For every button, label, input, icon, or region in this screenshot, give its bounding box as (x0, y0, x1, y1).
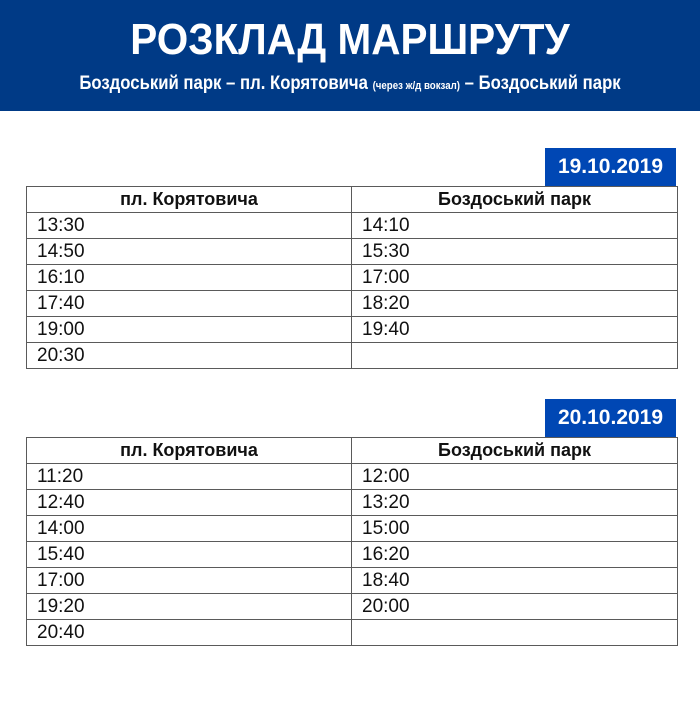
departure-time: 17:00 (27, 568, 352, 594)
departure-time: 18:40 (352, 568, 678, 594)
departure-time: 15:30 (352, 239, 678, 265)
departure-time: 15:40 (27, 542, 352, 568)
table-row (27, 620, 678, 646)
table-row (27, 516, 678, 542)
table-row (27, 265, 678, 291)
departure-time: 15:00 (352, 516, 678, 542)
header-banner (0, 0, 700, 111)
table-row (27, 291, 678, 317)
route-part-1: Боздоський парк – пл. Корятовича (79, 73, 368, 94)
departure-time: 12:40 (27, 490, 352, 516)
departure-time: 17:40 (27, 291, 352, 317)
table-header-row (27, 187, 678, 213)
departure-time: 20:40 (27, 620, 352, 646)
departure-time: 16:20 (352, 542, 678, 568)
departure-time: 20:30 (27, 343, 352, 369)
date-badge-1: 19.10.2019 (545, 148, 676, 186)
table-row (27, 317, 678, 343)
departure-time: 16:10 (27, 265, 352, 291)
column-header-from: пл. Корятовича (27, 187, 352, 213)
table-row (27, 542, 678, 568)
departure-time (352, 343, 678, 369)
schedule-table-1 (26, 186, 678, 369)
departure-time: 12:00 (352, 464, 678, 490)
table-row (27, 343, 678, 369)
departure-time: 11:20 (27, 464, 352, 490)
departure-time: 14:00 (27, 516, 352, 542)
column-header-to: Боздоський парк (352, 438, 678, 464)
departure-time: 19:20 (27, 594, 352, 620)
date-badge-2: 20.10.2019 (545, 399, 676, 437)
table-row (27, 594, 678, 620)
page-title: РОЗКЛАД МАРШРУТУ (130, 15, 570, 64)
departure-time: 20:00 (352, 594, 678, 620)
route-part-2: – Боздоський парк (464, 73, 621, 94)
table-row (27, 239, 678, 265)
table-header-row (27, 438, 678, 464)
table-row (27, 464, 678, 490)
table-row (27, 568, 678, 594)
route-description (42, 72, 658, 98)
schedule-table-2 (26, 437, 678, 646)
departure-time: 19:40 (352, 317, 678, 343)
departure-time: 18:20 (352, 291, 678, 317)
departure-time: 14:50 (27, 239, 352, 265)
departure-time: 17:00 (352, 265, 678, 291)
column-header-to: Боздоський парк (352, 187, 678, 213)
table-row (27, 490, 678, 516)
route-via-note: (через ж/д вокзал) (372, 80, 460, 92)
departure-time (352, 620, 678, 646)
table-row (27, 213, 678, 239)
departure-time: 13:30 (27, 213, 352, 239)
departure-time: 13:20 (352, 490, 678, 516)
column-header-from: пл. Корятовича (27, 438, 352, 464)
departure-time: 19:00 (27, 317, 352, 343)
departure-time: 14:10 (352, 213, 678, 239)
